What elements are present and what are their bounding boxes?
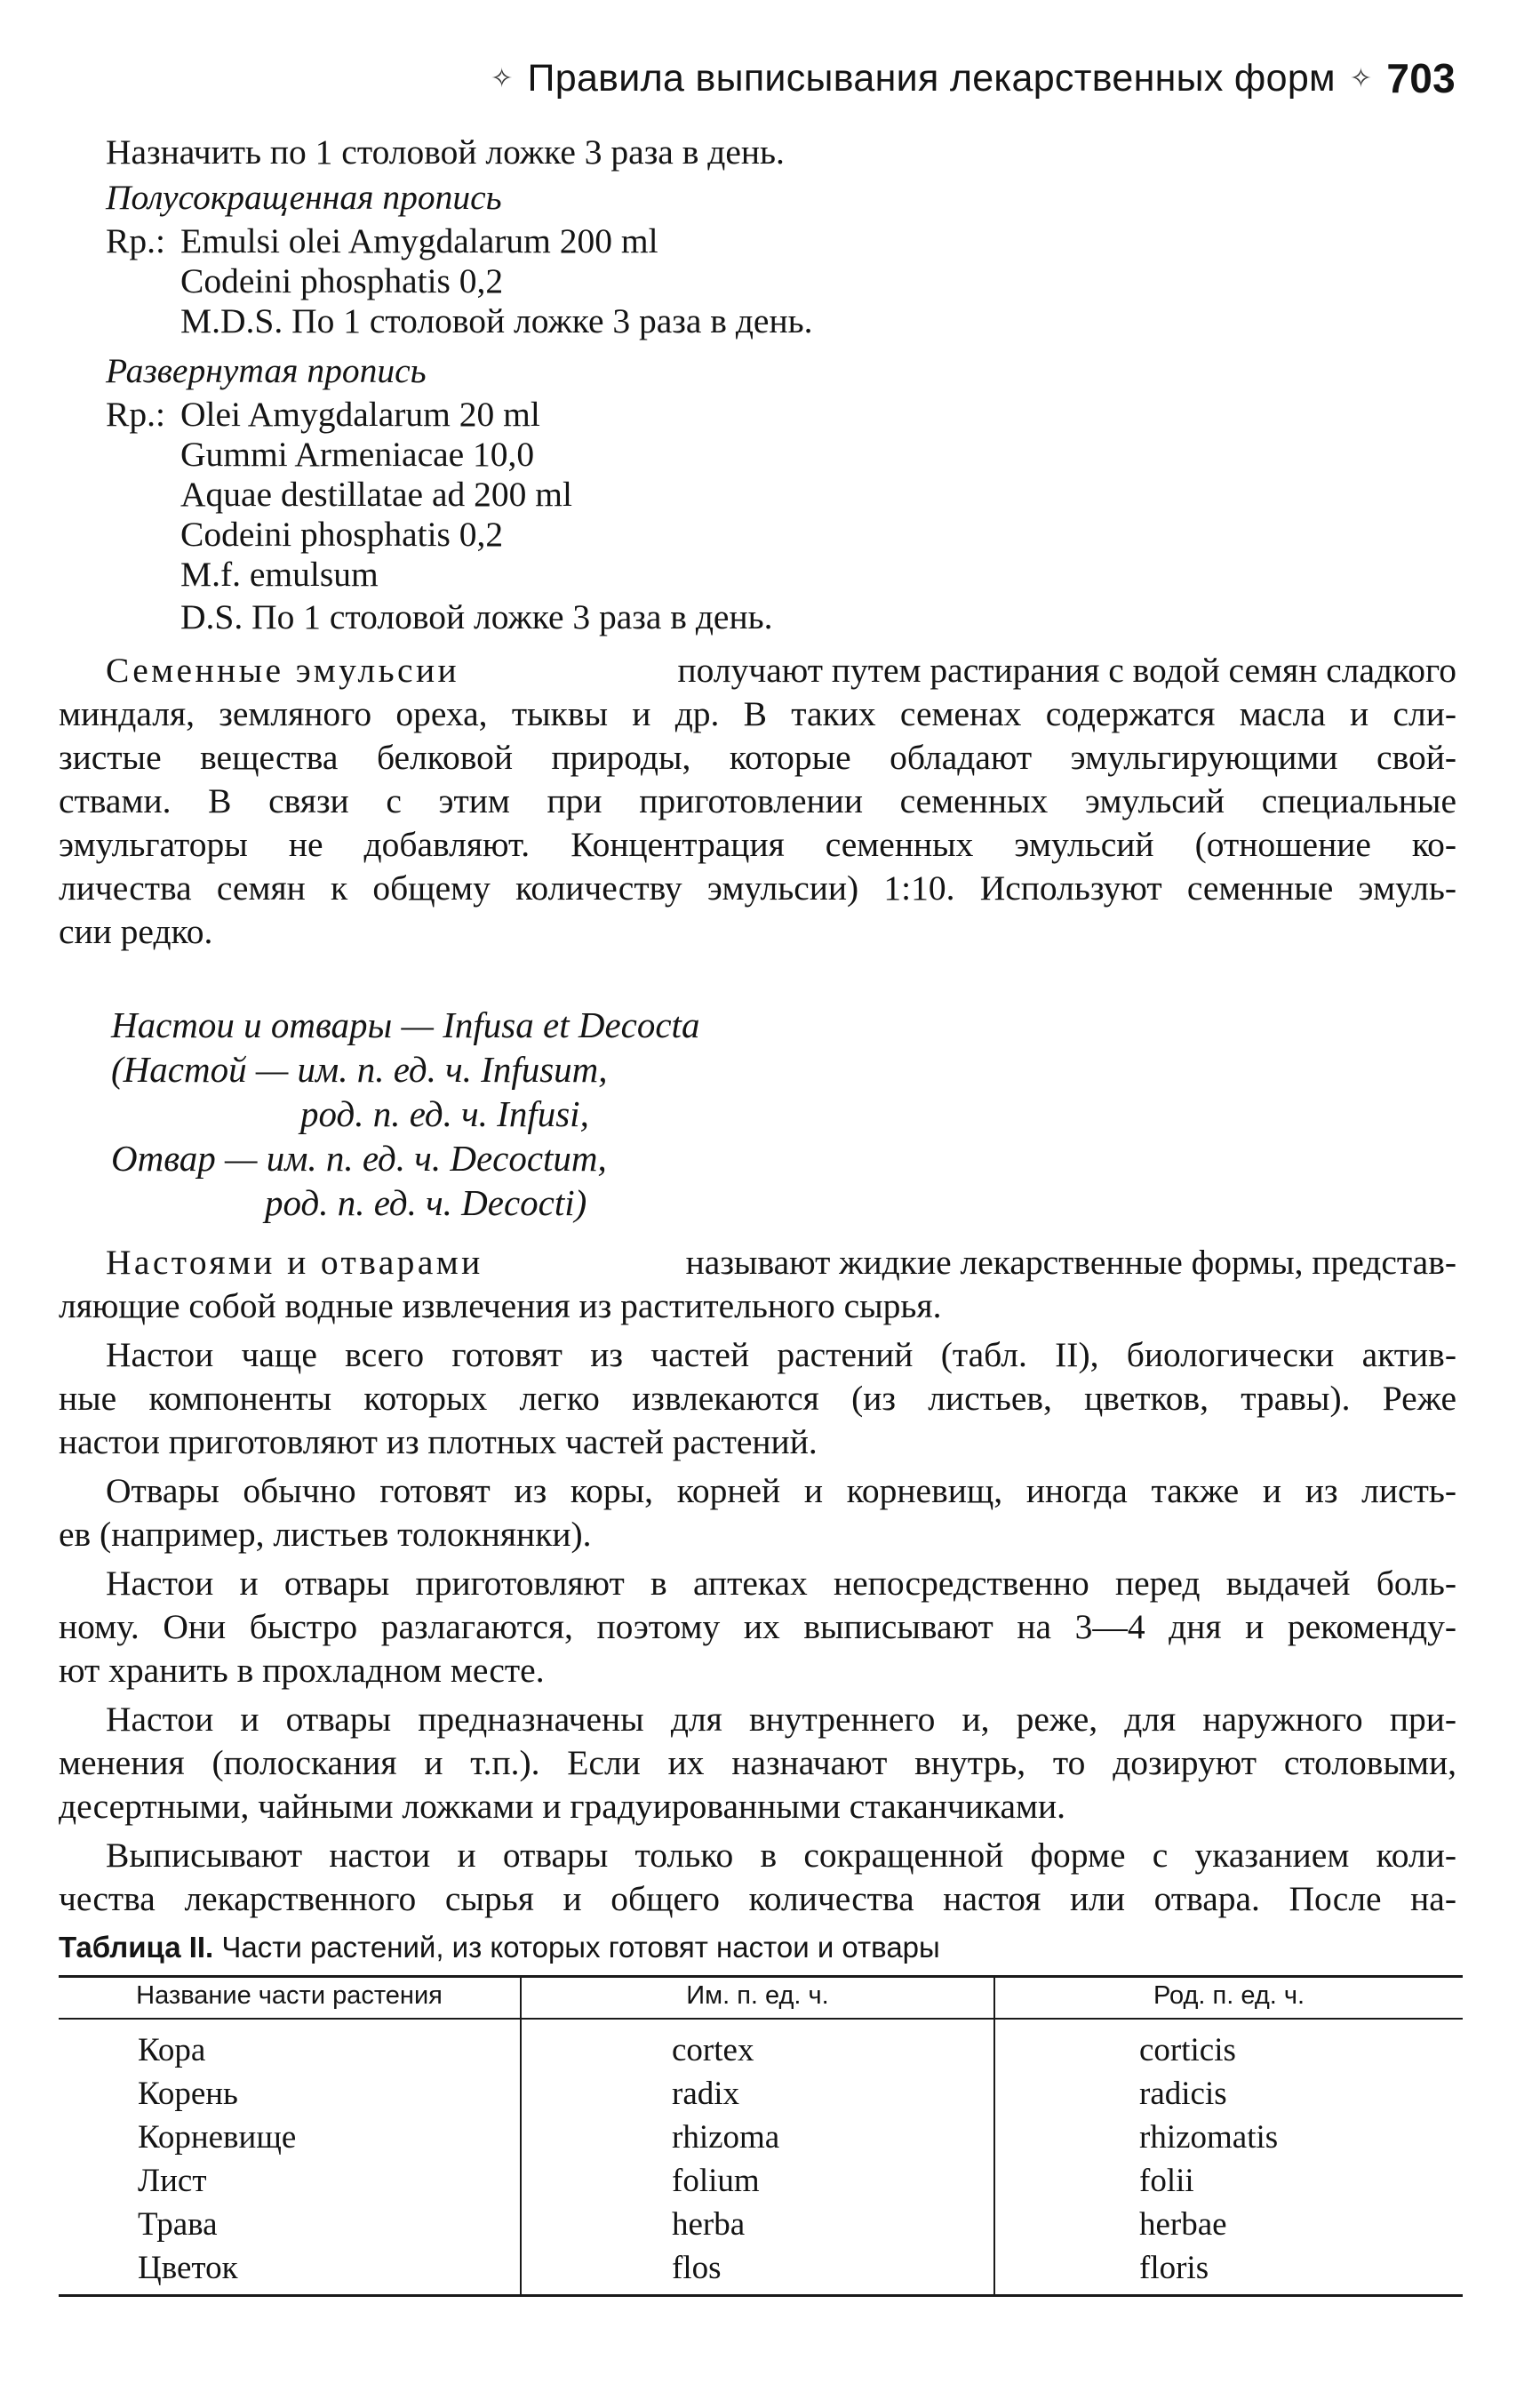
- table-cell: Кора: [138, 2032, 206, 2068]
- table-header-cell: Им. п. ед. ч.: [686, 1981, 829, 2010]
- table-cell: rhizoma: [672, 2119, 780, 2156]
- section-subtitle: род. п. ед. ч. Decocti): [265, 1182, 587, 1223]
- table-cell: Корень: [138, 2076, 238, 2112]
- table-cell: Лист: [138, 2163, 207, 2199]
- prescription-line: Olei Amygdalarum 20 ml: [180, 395, 540, 434]
- prescription-line: Gummi Armeniacae 10,0: [180, 435, 535, 474]
- running-title: Правила выписывания лекарственных форм: [527, 56, 1336, 100]
- paragraph-line: десертными, чайными ложками и градуированными стаканчиками.: [59, 1787, 1066, 1826]
- table-cell: flos: [672, 2250, 722, 2286]
- paragraph-line: личества семян к общему количеству эмульсии) 1:10. Используют семенные эмуль-: [59, 868, 1456, 908]
- paragraph-line: настои приготовляют из плотных частей растений.: [59, 1422, 818, 1461]
- table-cell: herbae: [1139, 2206, 1227, 2243]
- table-cell: cortex: [672, 2032, 754, 2068]
- section-subtitle: род. п. ед. ч. Infusi,: [300, 1093, 589, 1134]
- paragraph-text: называют жидкие лекарственные формы, представ-: [685, 1243, 1456, 1282]
- paragraph-line: Выписывают настои и отвары только в сокращенной форме с указанием коли-: [106, 1836, 1456, 1875]
- table-caption-text: Части растений, из которых готовят настои и отвары: [221, 1931, 940, 1964]
- prescription-line: Codeini phosphatis 0,2: [180, 515, 504, 554]
- table-column-divider: [520, 1975, 522, 2296]
- prescription-line: Aquae destillatae ad 200 ml: [180, 475, 572, 514]
- paragraph-line: Настои и отвары предназначены для внутреннего и, реже, для наружного при-: [106, 1700, 1456, 1739]
- page-number: 703: [1386, 55, 1456, 101]
- paragraph-line: миндаля, земляного ореха, тыквы и др. В таких семенах содержатся масла и сли-: [59, 694, 1456, 733]
- table-cell: radicis: [1139, 2076, 1227, 2112]
- table-cell: folii: [1139, 2163, 1194, 2199]
- running-header: [449, 52, 1456, 105]
- table-cell: folium: [672, 2163, 760, 2199]
- table-cell: herba: [672, 2206, 746, 2243]
- paragraph-line: чества лекарственного сырья и общего количества настоя или отвара. После на-: [59, 1879, 1456, 1918]
- table-cell: radix: [672, 2076, 740, 2112]
- paragraph-line: менения (полоскания и т.п.). Если их назначают внутрь, то дозируют столовыми,: [59, 1743, 1456, 1782]
- paragraph-line: сии редко.: [59, 912, 213, 951]
- table-cell: corticis: [1139, 2032, 1236, 2068]
- section-subtitle: Отвар — им. п. ед. ч. Decoctum,: [111, 1138, 607, 1179]
- table-label: Таблица II.: [59, 1931, 214, 1964]
- prescription-line: Codeini phosphatis 0,2: [180, 261, 504, 300]
- paragraph-line: ют хранить в прохладном месте.: [59, 1651, 545, 1690]
- paragraph-line: зистые вещества белковой природы, которые обладают эмульгирующими свой-: [59, 738, 1456, 777]
- section-subtitle: (Настой — им. п. ед. ч. Infusum,: [111, 1049, 608, 1090]
- table-header-rule: [59, 2018, 1463, 2020]
- paragraph-line: ные компоненты которых легко извлекаются (из листьев, цветков, травы). Реже: [59, 1379, 1456, 1418]
- table-cell: Цветок: [138, 2250, 238, 2286]
- section-title: Настои и отвары — Infusa et Decocta: [111, 1004, 700, 1045]
- paragraph-line: ляющие собой водные извлечения из растительного сырья.: [59, 1286, 942, 1325]
- emphasized-term: Семенные эмульсии: [106, 651, 460, 690]
- prescription-line: M.f. emulsum: [180, 555, 379, 594]
- table-cell: rhizomatis: [1139, 2119, 1279, 2156]
- semi-abbreviated-heading: Полусокращенная пропись: [106, 178, 502, 217]
- table-caption: [59, 1931, 1463, 1964]
- rp-label: Rp.:: [106, 221, 165, 260]
- paragraph-line: ствами. В связи с этим при приготовлении семенных эмульсий специальные: [59, 781, 1456, 820]
- emphasized-term: Настоями и отварами: [106, 1243, 483, 1282]
- paragraph-line: [106, 1245, 1456, 1281]
- paragraph-line: ному. Они быстро разлагаются, поэтому их выписывают на 3—4 дня и рекоменду-: [59, 1607, 1456, 1646]
- diamond-icon: ✧: [491, 63, 514, 93]
- table-bottom-rule: [59, 2294, 1463, 2297]
- dosage-instruction: Назначить по 1 столовой ложке 3 раза в день.: [106, 132, 785, 172]
- paragraph-line: Отвары обычно готовят из коры, корней и корневищ, иногда также и из листь-: [106, 1471, 1456, 1510]
- table-header-cell: Название части растения: [136, 1981, 443, 2010]
- rp-label: Rp.:: [106, 395, 165, 434]
- table-top-rule: [59, 1975, 1463, 1978]
- paragraph-line: [106, 653, 1456, 689]
- table-header-cell: Род. п. ед. ч.: [1153, 1981, 1305, 2010]
- table-cell: floris: [1139, 2250, 1209, 2286]
- table-cell: Трава: [138, 2206, 218, 2243]
- paragraph-line: ев (например, листьев толокнянки).: [59, 1515, 592, 1554]
- paragraph-line: Настои чаще всего готовят из частей растений (табл. II), биологически актив-: [106, 1335, 1456, 1374]
- table-cell: Корневище: [138, 2119, 297, 2156]
- diamond-icon: ✧: [1349, 63, 1373, 93]
- table-column-divider: [993, 1975, 995, 2296]
- paragraph-line: Настои и отвары приготовляют в аптеках непосредственно перед выдачей боль-: [106, 1564, 1456, 1603]
- paragraph-line: эмульгаторы не добавляют. Концентрация семенных эмульсий (отношение ко-: [59, 825, 1456, 864]
- expanded-heading: Развернутая пропись: [106, 351, 427, 390]
- prescription-line: M.D.S. По 1 столовой ложке 3 раза в день.: [180, 301, 813, 340]
- paragraph-text: получают путем растирания с водой семян сладкого: [677, 651, 1456, 690]
- prescription-line: D.S. По 1 столовой ложке 3 раза в день.: [180, 597, 773, 636]
- prescription-line: Emulsi olei Amygdalarum 200 ml: [180, 221, 658, 260]
